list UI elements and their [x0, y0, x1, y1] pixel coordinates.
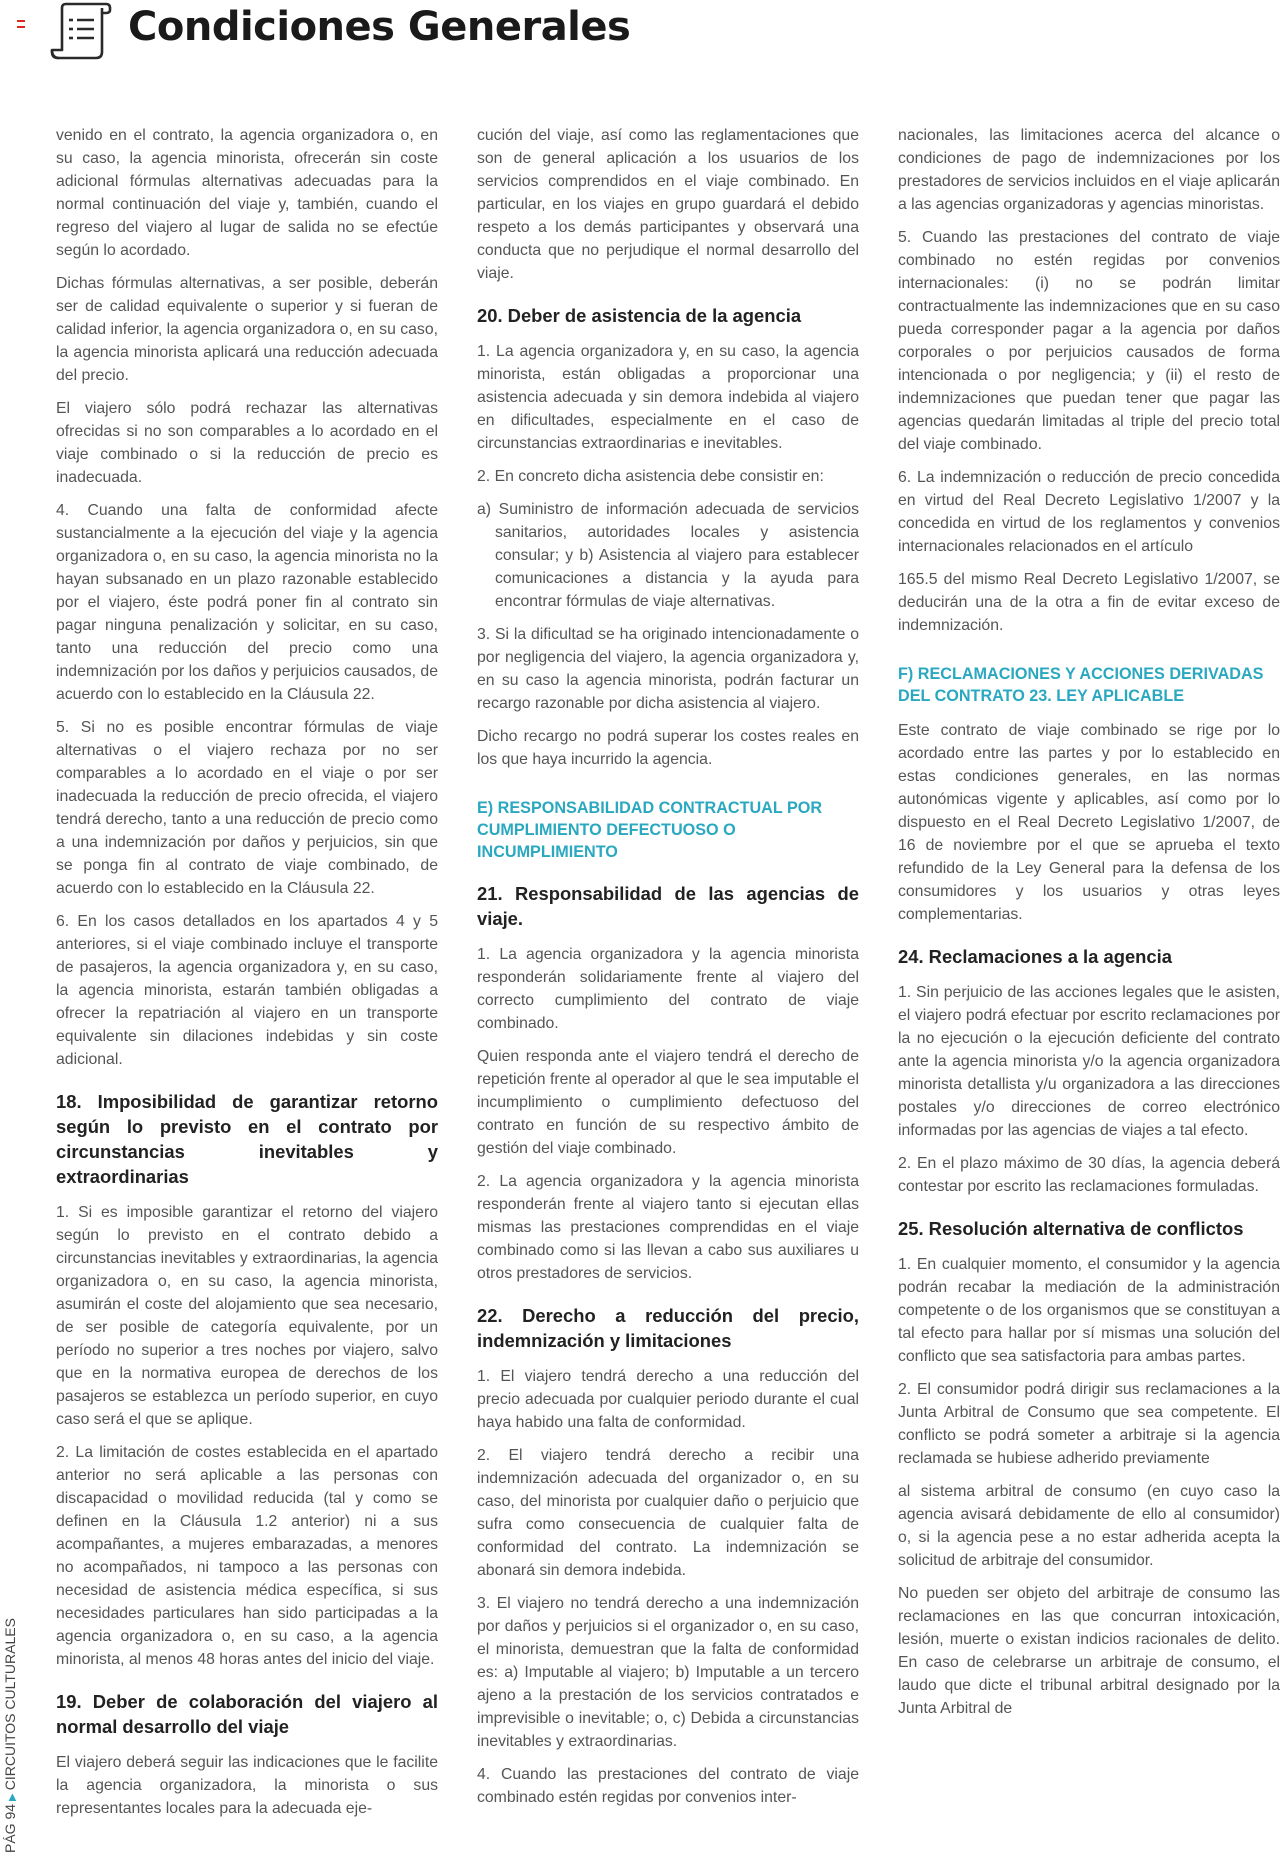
paragraph: a) Suministro de información adecuada de servicios sanitarios, autoridades locales y asistencia consular; y b) Asistencia al viajero para establecer comunicaciones a distancia y la ayuda para encontrar fórmulas de viaje alternativas.	[477, 501, 859, 610]
text-column-2	[477, 124, 859, 1853]
paragraph: El viajero sólo podrá rechazar las alternativas ofrecidas si no son comparables a lo acordado en el viaje combinado o si la reducción de precio es inadecuada.	[56, 400, 438, 486]
section-heading: 21. Responsabilidad de las agencias de viaje.	[477, 883, 859, 929]
paragraph: venido en el contrato, la agencia organizadora o, en su caso, la agencia minorista, ofrecerán sin coste adicional fórmulas alternativas adecuadas para la normal continuación del viaje y, también, cuando el regreso del viajero al lugar de salida no se efectúe según lo acordado.	[56, 127, 438, 259]
paragraph: 2. En concreto dicha asistencia debe consistir en:	[477, 468, 824, 485]
section-heading: 25. Resolución alternativa de conflictos	[898, 1218, 1244, 1239]
paragraph: 1. La agencia organizadora y la agencia minorista responderán solidariamente frente al viajero del correcto cumplimiento del contrato de viaje combinado.	[477, 946, 859, 1032]
paragraph: nacionales, las limitaciones acerca del alcance o condiciones de pago de indemnizaciones por los prestadores de servicios incluidos en el viaje aplicarán a las agencias organizadoras y agencias minoristas.	[898, 127, 1280, 213]
triangle-icon: ▶	[7, 1793, 18, 1801]
document-list-icon	[50, 0, 112, 60]
section-heading: 18. Imposibilidad de garantizar retorno según lo previsto en el contrato por circunstancias inevitables y extraordinarias	[56, 1091, 438, 1187]
paragraph: 1. La agencia organizadora y, en su caso, la agencia minorista, están obligadas a proporcionar una asistencia adecuada y sin demora indebida al viajero en dificultades, especialmente en el caso de circunstancias extraordinarias e inevitables.	[477, 343, 859, 452]
paragraph: Dicho recargo no podrá superar los costes reales en los que haya incurrido la agencia.	[477, 728, 859, 768]
paragraph: 4. Cuando las prestaciones del contrato de viaje combinado estén regidas por convenios inter-	[477, 1766, 859, 1806]
section-heading: 20. Deber de asistencia de la agencia	[477, 305, 802, 326]
page-header	[0, 0, 1280, 62]
paragraph: 165.5 del mismo Real Decreto Legislativo 1/2007, se deducirán una de la otra a fin de evitar exceso de indemnización.	[898, 571, 1280, 634]
text-column-3	[898, 124, 1280, 1853]
flag-stripe	[17, 23, 25, 25]
chapter-heading: E) RESPONSABILIDAD CONTRACTUAL POR CUMPLIMIENTO DEFECTUOSO O INCUMPLIMIENTO	[477, 799, 823, 861]
chapter-heading: F) RECLAMACIONES Y ACCIONES DERIVADAS DEL CONTRATO 23. LEY APLICABLE	[898, 665, 1264, 705]
paragraph: 5. Si no es posible encontrar fórmulas de viaje alternativas o el viajero rechaza por no ser comparables a lo acordado en el viaje o por ser inadecuada la reducción de precio ofrecida, el viajero tendrá derecho, tanto a una reducción de precio como a una indemnización por daños y perjuicios, sin que se ponga fin al contrato de viaje combinado, de acuerdo con lo establecido en la Cláusula 22.	[56, 719, 438, 897]
flag-stripe	[17, 20, 25, 22]
paragraph: 2. La limitación de costes establecida en el apartado anterior no será aplicable a las personas con discapacidad o movilidad reducida (tal y como se definen en la Cláusula 1.2 anterior) ni a sus acompañantes, a mujeres embarazadas, a menores no acompañados, ni tampoco a las personas con necesidad de asistencia médica específica, si sus necesidades particulares han sido participadas a la agencia organizadora o, en su caso, a la agencia minorista, al menos 48 horas antes del inicio del viaje.	[56, 1444, 438, 1668]
text-column-1	[56, 124, 438, 1853]
paragraph: No pueden ser objeto del arbitraje de consumo las reclamaciones en las que concurran intoxicación, lesión, muerte o existan indicios racionales de delito. En caso de celebrarse un arbitraje de consumo, el laudo que dicte el tribunal arbitral designado por la Junta Arbitral de	[898, 1585, 1280, 1717]
paragraph: 1. En cualquier momento, el consumidor y la agencia podrán recabar la mediación de la administración competente o de los organismos que se constituyan a tal efecto para hallar por sí mismas una solución del conflicto que sea satisfactoria para ambas partes.	[898, 1256, 1280, 1365]
paragraph: 1. Sin perjuicio de las acciones legales que le asisten, el viajero podrá efectuar por escrito reclamaciones por la no ejecución o la ejecución deficiente del contrato ante la agencia minorista y/o la agencia organizadora minorista detallista y/u organizadora a las direcciones postales y/o direcciones de correo electrónico informadas por las agencias de viajes a tal efecto.	[898, 984, 1280, 1139]
paragraph: al sistema arbitral de consumo (en cuyo caso la agencia avisará debidamente de ello al consumidor) o, si la agencia pese a no estar adherida acepta la solicitud de arbitraje del consumidor.	[898, 1483, 1280, 1569]
page-number: PÁG 94	[2, 1803, 18, 1853]
paragraph: Quien responda ante el viajero tendrá el derecho de repetición frente al operador al que le sea imputable el incumplimiento o cumplimiento defectuoso del contrato en función de su respectivo ámbito de gestión del viaje combinado.	[477, 1048, 859, 1157]
flag-icon	[17, 20, 25, 27]
paragraph: 2. El consumidor podrá dirigir sus reclamaciones a la Junta Arbitral de Consumo que sea competente. El conflicto se podrá someter a arbitraje si la agencia reclamada se hubiese adherido previamente	[898, 1381, 1280, 1467]
side-page-label	[0, 1593, 20, 1853]
paragraph: Dichas fórmulas alternativas, a ser posible, deberán ser de calidad equivalente o superior y si fueran de calidad inferior, la agencia organizadora o, en su caso, la agencia minorista aplicará una reducción adecuada del precio.	[56, 275, 438, 384]
page-title: Condiciones Generales	[128, 4, 631, 50]
paragraph: 2. En el plazo máximo de 30 días, la agencia deberá contestar por escrito las reclamaciones formuladas.	[898, 1155, 1280, 1195]
paragraph: 1. Si es imposible garantizar el retorno del viajero según lo previsto en el contrato debido a circunstancias inevitables y extraordinarias, la agencia organizadora o, en su caso, la agencia minorista, asumirán el coste del alojamiento que sea necesario, de ser posible de categoría equivalente, por un período no superior a tres noches por viajero, salvo que en la normativa europea de derechos de los pasajeros se establezca un período superior, en cuyo caso será el que se aplique.	[56, 1204, 438, 1428]
section-name: CIRCUITOS CULTURALES	[2, 1618, 18, 1791]
paragraph: 1. El viajero tendrá derecho a una reducción del precio adecuada por cualquier periodo durante el cual haya habido una falta de conformidad.	[477, 1368, 859, 1431]
section-heading: 24. Reclamaciones a la agencia	[898, 946, 1172, 967]
paragraph: cución del viaje, así como las reglamentaciones que son de general aplicación a los usuarios de los servicios comprendidos en el viaje combinado. En particular, en los viajes en grupo guardará el debido respeto a los demás participantes y observará una conducta que no perjudique el normal desarrollo del viaje.	[477, 127, 859, 282]
paragraph: 2. La agencia organizadora y la agencia minorista responderán frente al viajero tanto si ejecutan ellas mismas las prestaciones comprendidas en el viaje combinado como si las llevan a cabo sus auxiliares u otros prestadores de servicios.	[477, 1173, 859, 1282]
paragraph: 6. La indemnización o reducción de precio concedida en virtud del Real Decreto Legislativo 1/2007 y la concedida en virtud de los reglamentos y convenios internacionales relacionados en el artículo	[898, 469, 1280, 555]
paragraph: 6. En los casos detallados en los apartados 4 y 5 anteriores, si el viaje combinado incluye el transporte de pasajeros, la agencia organizadora y, en su caso, la agencia minorista, estarán también obligadas a ofrecer la repatriación al viajero en un transporte equivalente sin dilaciones indebidas y sin coste adicional.	[56, 913, 438, 1068]
paragraph: Este contrato de viaje combinado se rige por lo acordado entre las partes y por lo establecido en estas condiciones generales, en las normas autonómicas vigente y aplicables, así como por lo dispuesto en el Real Decreto Legislativo 1/2007, de 16 de noviembre por el que se aprueba el texto refundido de la Ley General para la defensa de los consumidores y los usuarios y otras leyes complementarias.	[898, 722, 1280, 923]
flag-stripe	[17, 26, 25, 28]
paragraph: 4. Cuando una falta de conformidad afecte sustancialmente a la ejecución del viaje y la agencia organizadora o, en su caso, la agencia minorista no la hayan subsanado en un plazo razonable establecido por el viajero, éste podrá poner fin al contrato sin pagar ninguna penalización y solicitar, en su caso, tanto una reducción del precio como una indemnización por los daños y perjuicios causados, de acuerdo con lo establecido en la Cláusula 22.	[56, 502, 438, 703]
paragraph: 3. El viajero no tendrá derecho a una indemnización por daños y perjuicios si el organizador o, en su caso, el minorista, demuestran que la falta de conformidad es: a) Imputable al viajero; b) Imputable a un tercero ajeno a la prestación de los servicios contratados e imprevisible o inevitable; o, c) Debida a circunstancias inevitables y extraordinarias.	[477, 1595, 859, 1750]
paragraph: 2. El viajero tendrá derecho a recibir una indemnización adecuada del organizador o, en su caso, del minorista por cualquier daño o perjuicio que sufra como consecuencia de cualquier falta de conformidad del contrato. La indemnización se abonará sin demora indebida.	[477, 1447, 859, 1579]
paragraph: 3. Si la dificultad se ha originado intencionadamente o por negligencia del viajero, la agencia organizadora y, en su caso la agencia minorista, podrán facturar un recargo razonable por dicha asistencia al viajero.	[477, 626, 859, 712]
paragraph: El viajero deberá seguir las indicaciones que le facilite la agencia organizadora, la minorista o sus representantes locales para la adecuada eje-	[56, 1754, 438, 1817]
section-heading: 19. Deber de colaboración del viajero al normal desarrollo del viaje	[56, 1691, 438, 1737]
section-heading: 22. Derecho a reducción del precio, indemnización y limitaciones	[477, 1305, 859, 1351]
paragraph: 5. Cuando las prestaciones del contrato de viaje combinado no estén regidas por convenios internacionales: (i) no se podrán limitar contractualmente las indemnizaciones que en su caso pueda corresponder pagar a la agencia por daños corporales o por perjuicios causados de forma intencionada o por negligencia; y (ii) el resto de indemnizaciones que puedan tener que pagar las agencias quedarán limitadas al triple del precio total del viaje combinado.	[898, 229, 1280, 453]
